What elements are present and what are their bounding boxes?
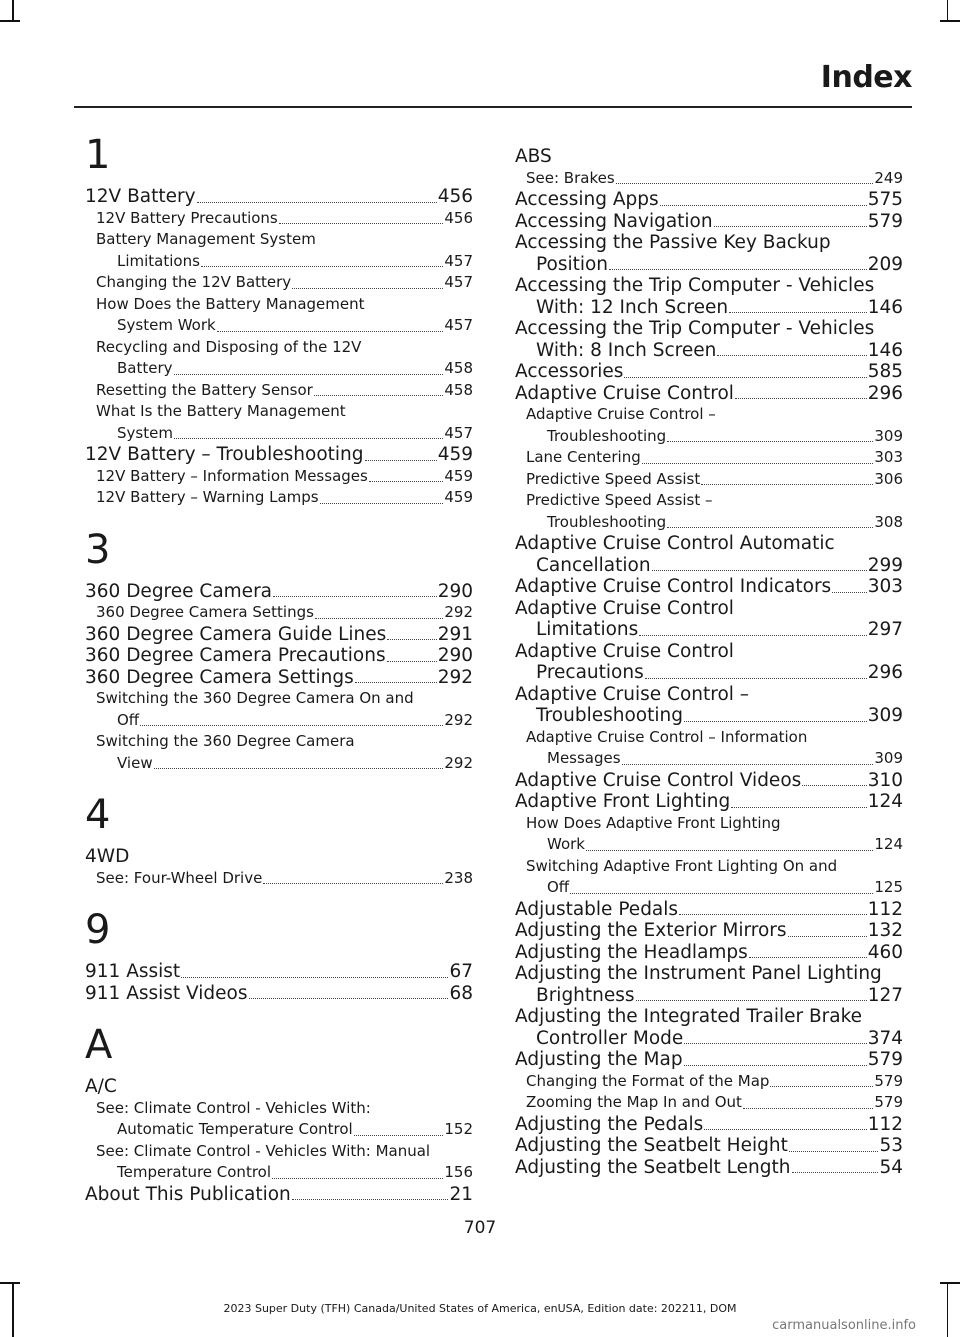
index-subentry[interactable]: How Does Adaptive Front Lighting Work 124 xyxy=(526,813,903,853)
index-subentry[interactable]: See: Brakes 249 xyxy=(526,168,903,187)
index-entry[interactable]: Accessing the Trip Computer - Vehicles With: 12 Inch Screen 146 xyxy=(515,275,903,318)
index-entry[interactable]: Adaptive Cruise Control 296 xyxy=(515,382,903,404)
index-entry[interactable]: Accessing Navigation 579 xyxy=(515,210,903,232)
index-entry[interactable]: 911 Assist Videos 68 xyxy=(85,982,473,1004)
index-entry[interactable]: Accessories 585 xyxy=(515,361,903,382)
crop-mark xyxy=(947,0,949,20)
header-rule xyxy=(74,106,912,108)
index-entry[interactable]: Adjusting the Instrument Panel Lighting Brightness 127 xyxy=(515,963,903,1006)
index-subentry[interactable]: Changing the Format of the Map 579 xyxy=(526,1071,903,1090)
crop-mark xyxy=(940,20,960,22)
index-entry[interactable]: Adaptive Cruise Control Videos 310 xyxy=(515,769,903,791)
index-entry[interactable]: ABS xyxy=(515,146,552,167)
index-entry[interactable]: Adjusting the Map 579 xyxy=(515,1049,903,1070)
watermark: carmanualsonline.info xyxy=(772,1318,916,1333)
index-subentry[interactable]: Adaptive Cruise Control – Information Messages 309 xyxy=(526,727,903,767)
index-subentry[interactable]: How Does the Battery Management System Work 457 xyxy=(96,294,473,334)
index-subentry[interactable]: Switching the 360 Degree Camera On and Off 292 xyxy=(96,689,473,729)
index-subentry[interactable]: See: Climate Control - Vehicles With: Manual Temperature Control 156 xyxy=(96,1141,473,1181)
index-subentry[interactable]: Resetting the Battery Sensor 458 xyxy=(96,380,473,399)
index-entry[interactable]: Adjusting the Pedals 112 xyxy=(515,1113,903,1135)
index-entry[interactable]: 911 Assist 67 xyxy=(85,961,473,982)
index-subentry[interactable]: Switching Adaptive Front Lighting On and Off 125 xyxy=(526,856,903,896)
index-entry[interactable]: Adjusting the Exterior Mirrors 132 xyxy=(515,920,903,941)
edition-line: 2023 Super Duty (TFH) Canada/United States of America, enUSA, Edition date: 202211, DOM xyxy=(223,1302,737,1315)
index-subentry[interactable]: See: Four-Wheel Drive 238 xyxy=(96,868,473,887)
index-entry[interactable]: Adaptive Cruise Control Automatic Cancellation 299 xyxy=(515,533,903,576)
index-subentry[interactable]: Recycling and Disposing of the 12V Battery 458 xyxy=(96,337,473,377)
index-entry[interactable]: Adjustable Pedals 112 xyxy=(515,898,903,920)
index-subentry[interactable]: Adaptive Cruise Control – Troubleshooting 309 xyxy=(526,405,903,445)
section-letter: 1 xyxy=(85,132,111,178)
section-letter: A xyxy=(85,1022,113,1068)
index-entry[interactable]: Adjusting the Headlamps 460 xyxy=(515,941,903,963)
index-subentry[interactable]: See: Climate Control - Vehicles With: Automatic Temperature Control 152 xyxy=(96,1098,473,1138)
crop-mark xyxy=(0,1282,20,1284)
index-entry[interactable]: 360 Degree Camera Precautions 290 xyxy=(85,645,473,666)
index-subentry[interactable]: Switching the 360 Degree Camera View 292 xyxy=(96,732,473,772)
index-entry[interactable]: Adjusting the Seatbelt Length 54 xyxy=(515,1156,903,1178)
index-entry[interactable]: A/C xyxy=(85,1076,117,1097)
index-entry[interactable]: Adaptive Front Lighting 124 xyxy=(515,791,903,812)
crop-mark xyxy=(940,1282,960,1284)
crop-mark xyxy=(12,0,14,20)
page-title: Index xyxy=(820,60,912,95)
index-entry[interactable]: 12V Battery 456 xyxy=(85,186,473,207)
index-entry[interactable]: 360 Degree Camera Settings 292 xyxy=(85,666,473,688)
index-subentry[interactable]: Zooming the Map In and Out 579 xyxy=(526,1093,903,1111)
index-subentry[interactable]: 12V Battery – Information Messages 459 xyxy=(96,466,473,485)
index-subentry[interactable]: Predictive Speed Assist – Troubleshooting 308 xyxy=(526,491,903,531)
section-letter: 4 xyxy=(85,792,111,838)
index-subentry[interactable]: What Is the Battery Management System 457 xyxy=(96,402,473,442)
section-letter: 9 xyxy=(85,907,111,953)
index-entry[interactable]: Adaptive Cruise Control Limitations 297 xyxy=(515,597,903,640)
index-entry[interactable]: Adaptive Cruise Control – Troubleshooting 309 xyxy=(515,683,903,726)
index-column-left xyxy=(85,130,473,1205)
index-entry[interactable]: 360 Degree Camera 290 xyxy=(85,580,473,602)
index-subentry[interactable]: Battery Management System Limitations 457 xyxy=(96,230,473,270)
index-subentry[interactable]: 12V Battery – Warning Lamps 459 xyxy=(96,488,473,506)
index-subentry[interactable]: Changing the 12V Battery 457 xyxy=(96,273,473,291)
index-entry[interactable]: About This Publication 21 xyxy=(85,1183,473,1205)
crop-mark xyxy=(0,20,20,22)
index-subentry[interactable]: 360 Degree Camera Settings 292 xyxy=(96,603,473,621)
index-entry[interactable]: Adaptive Cruise Control Indicators 303 xyxy=(515,576,903,597)
index-column-right xyxy=(515,146,903,1178)
index-entry[interactable]: Adaptive Cruise Control Precautions 296 xyxy=(515,640,903,683)
index-subentry[interactable]: 12V Battery Precautions 456 xyxy=(96,208,473,227)
index-subentry[interactable]: Predictive Speed Assist 306 xyxy=(526,469,903,488)
index-entry[interactable]: 4WD xyxy=(85,846,130,867)
index-entry[interactable]: Adjusting the Integrated Trailer Brake Controller Mode 374 xyxy=(515,1006,903,1049)
page-number: 707 xyxy=(463,1218,497,1238)
section-letter: 3 xyxy=(85,526,111,573)
index-entry[interactable]: Accessing Apps 575 xyxy=(515,189,903,210)
index-entry[interactable]: Accessing the Trip Computer - Vehicles With: 8 Inch Screen 146 xyxy=(515,318,903,361)
index-entry[interactable]: 12V Battery – Troubleshooting 459 xyxy=(85,444,473,465)
index-entry[interactable]: Adjusting the Seatbelt Height 53 xyxy=(515,1135,903,1156)
index-subentry[interactable]: Lane Centering 303 xyxy=(526,448,903,466)
index-entry[interactable]: 360 Degree Camera Guide Lines 291 xyxy=(85,623,473,645)
index-entry[interactable]: Accessing the Passive Key Backup Position 209 xyxy=(515,232,903,275)
